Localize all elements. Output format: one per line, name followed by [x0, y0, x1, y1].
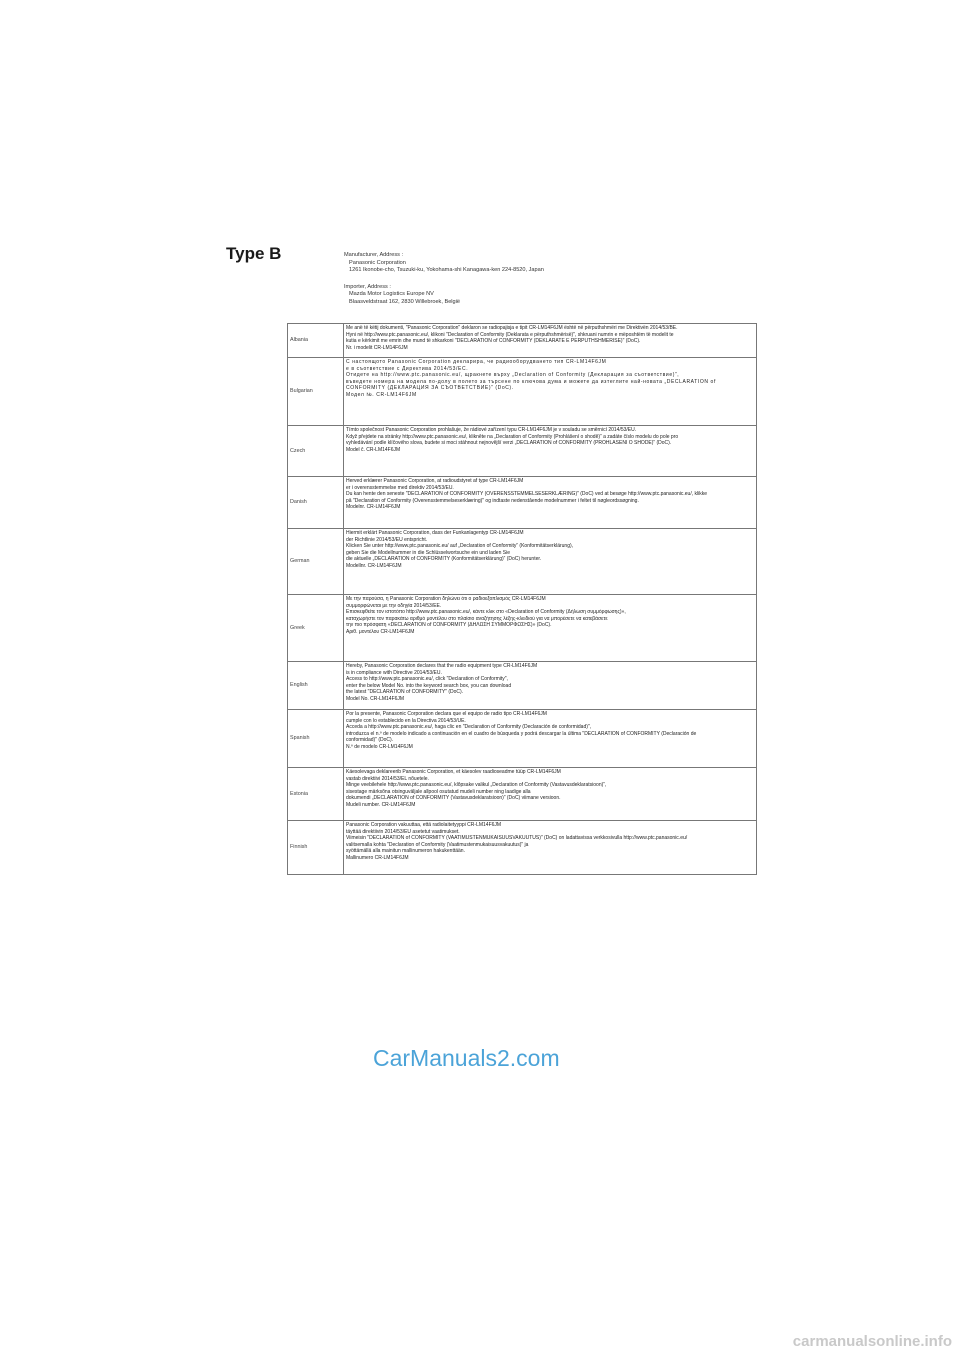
declaration-line: cumple con lo establecido en la Directiva 2014/53/UE. [346, 717, 466, 724]
declaration-line: Nr. i modelit CR-LM14F6JM [346, 344, 408, 351]
declaration-row [288, 768, 757, 821]
declaration-line: der Richtlinie 2014/53/EU entspricht. [346, 536, 428, 543]
declaration-line: καταχωρήστε τον παρακάτω αριθμό μοντέλου στο πλαίσιο αναζήτησης λέξης-κλειδιού για να μπορέσετε να κατεβάσετε [346, 615, 608, 622]
declaration-line: Herved erklærer Panasonic Corporation, at radioudstyret af type CR-LM14F6JM [346, 478, 524, 484]
declaration-line: въведете номера на модела по-долу в полето за търсене по ключова дума и можете да изтеглите най-новата „DECLARATION of CONFORMITY (ДЕКЛАРАЦИЯ ЗА СЪОТВЕТСТВИЕ)“ (DoC). [346, 378, 716, 392]
declaration-line: på "Declaration of Conformity (Overensstemmelseserklæring)" og indtaste nedenstående modelnummer i feltet til nøgleordssøgning. [346, 497, 639, 504]
type-heading: Type B [226, 244, 282, 263]
declaration-line: Hiermit erklärt Panasonic Corporation, dass der Funkanlagentyp CR-LM14F6JM [346, 530, 524, 536]
contact-info [344, 252, 764, 316]
declaration-line: Modelnr. CR-LM14F6JM [346, 504, 401, 511]
row-declaration-text [344, 662, 757, 710]
importer-address: Blaasveldstraat 162, 2830 Willebroek, België [349, 298, 461, 305]
declaration-line: συμμορφώνεται με την οδηγία 2014/53/ΕΕ. [346, 602, 442, 609]
declaration-line: sisestage märksõna otsinguväljale allpool osutatud mudeli number ning laadige alla [346, 788, 531, 795]
row-language: English [288, 662, 344, 710]
row-declaration-text [344, 477, 757, 529]
declaration-line: Tímto společnost Panasonic Corporation prohlašuje, že rádiové zařízení typu CR-LM14F6JM je v souladu se směrnicí 2014/53/EU. [346, 427, 637, 433]
declaration-line: enter the below Model No. into the keyword search box, you can download [346, 682, 512, 689]
declaration-line: Model No. CR-LM14F6JM [346, 695, 405, 702]
declaration-line: Minge veebilehele http://www.ptc.panasonic.eu/, klõpsake valikul „Declaration of Conformity (Vastavusdeklaratsioon)“, [346, 782, 607, 789]
declaration-line: täyttää direktiivin 2014/53/EU asetetut vaatimukset. [346, 828, 460, 835]
declaration-line: Model č. CR-LM14F6JM [346, 446, 401, 453]
declaration-line: την πιο πρόσφατη «DECLARATION of CONFORMITY (ΔΗΛΩΣΗ ΣΥΜΜΟΡΦΩΣΗΣ)» (DoC). [346, 622, 552, 629]
row-declaration-text [344, 426, 757, 477]
declaration-line: vyhledávání podle klíčového slova, budete si moci stáhnout nejnovější verzi „DECLARATION of CONFORMITY (PROHLÁŠENÍ O SHODĚ)“ (DoC). [346, 440, 672, 447]
declaration-line: Käesolevaga deklareerib Panasonic Corporation, et käesolev raadioseadme tüüp CR-LM14F6JM [346, 769, 561, 775]
declaration-line: Acceda a http://www.ptc.panasonic.eu/, haga clic en "Declaration of Conformity (Declaración de conformidad)", [346, 724, 592, 731]
declaration-line: Me anë të këtij dokumenti, "Panasonic Corporation" deklaron se radiopajisja e tipit CR-LM14F6JM është në përputhshmëri me Direktivën 2014/53/BE. [346, 325, 678, 331]
row-language: Finnish [288, 821, 344, 875]
row-language: Greek [288, 595, 344, 662]
watermark-carmanuals2: CarManuals2.com [373, 1045, 560, 1071]
declaration-row [288, 477, 757, 529]
declaration-line: Mudeli number. CR-LM14F6JM [346, 801, 416, 808]
manufacturer-label: Manufacturer, Address : [344, 252, 404, 258]
declaration-row [288, 662, 757, 710]
declaration-row [288, 821, 757, 875]
declaration-line: Με την παρούσα, η Panasonic Corporation δηλώνει ότι ο ραδιοεξοπλισμός CR-LM14F6JM [346, 596, 546, 602]
declaration-line: Por la presente, Panasonic Corporation declara que el equipo de radio tipo CR-LM14F6JM [346, 711, 547, 717]
declaration-line: е в съответствие с Директива 2014/53/ЕС. [346, 365, 469, 372]
importer-label: Importer, Address : [344, 283, 391, 290]
row-language: Albania [288, 324, 344, 358]
manufacturer-address: 1261 Ikonobe-cho, Tsuzuki-ku, Yokohama-shi Kanagawa-ken 224-8520, Japan [349, 267, 544, 274]
declaration-line: Když přejdete na stránky http://www.ptc.panasonic.eu/, klikněte na „Declaration of Conformity (Prohlášení o shodě)“ a zadáte číslo modelu do pole pro [346, 433, 679, 440]
importer-block [344, 284, 764, 307]
importer-name: Mazda Motor Logistics Europe NV [349, 291, 434, 298]
declaration-line: Αριθ. μοντέλου CR-LM14F6JM [346, 628, 415, 635]
row-declaration-text [344, 821, 757, 875]
declaration-line: introduzca el n.º de modelo indicado a continuación en el cuadro de búsqueda y podrá descargar la última "DECLARATION of CONFORMITY (Declaración de [346, 730, 697, 737]
declaration-line: Panasonic Corporation vakuuttaa, että radiolaitetyyppi CR-LM14F6JM [346, 822, 502, 828]
row-declaration-text [344, 324, 757, 358]
declaration-line: Hereby, Panasonic Corporation declares that the radio equipment type CR-LM14F6JM [346, 663, 538, 669]
row-language: Czech [288, 426, 344, 477]
declaration-line: Επισκεφθείτε τον ιστοτόπο http://www.ptc.panasonic.eu/, κάντε κλικ στο «Declaration of Conformity (Δήλωση συμμόρφωσης)», [346, 609, 626, 616]
row-declaration-text [344, 529, 757, 595]
declaration-table [287, 323, 757, 875]
declaration-line: N.º de modelo CR-LM14F6JM [346, 743, 413, 750]
row-language: Estonia [288, 768, 344, 821]
declaration-line: Hyni në http://www.ptc.panasonic.eu/, klikoni "Declaration of Conformity (Deklarata e përputhshmërisë)", shkruani numrin e mëposhtëm të modelit te [346, 331, 674, 338]
declaration-line: Отидете на http://www.ptc.panasonic.eu/, щракнете върху „Declaration of Conformity (Декларация за съответствие)“, [346, 372, 680, 379]
declaration-line: Du kan hente den seneste "DECLARATION of CONFORMITY (OVERENSSTEMMELSESERKLÆRING)" (DoC) ved at besøge http://www.ptc.panasonic.eu/, klikke [346, 491, 707, 498]
declaration-row [288, 324, 757, 358]
declaration-line: Модел №. CR-LM14F6JM [346, 391, 417, 398]
declaration-row [288, 358, 757, 426]
declaration-line: valitsemalla kohta "Declaration of Conformity (Vaatimustenmukaisuusvakuutus)" ja [346, 841, 529, 848]
declaration-row [288, 529, 757, 595]
row-language: Bulgarian [288, 358, 344, 426]
declaration-row [288, 426, 757, 477]
row-language: German [288, 529, 344, 595]
declaration-line: vastab direktiivi 2014/53/EL nõuetele. [346, 775, 429, 782]
row-declaration-text [344, 710, 757, 768]
row-declaration-text [344, 358, 757, 426]
declaration-line: die aktuelle „DECLARATION of CONFORMITY (Konformitätserklärung)“ (DoC) herunter. [346, 556, 542, 563]
manufacturer-block [344, 252, 764, 275]
declaration-line: the latest "DECLARATION of CONFORMITY" (DoC). [346, 689, 464, 696]
declaration-line: Mallinumero CR-LM14F6JM [346, 854, 409, 861]
declaration-line: geben Sie die Modellnummer in die Schlüsselwortsuche ein und laden Sie [346, 549, 510, 556]
declaration-line: Viimeisin "DECLARATION of CONFORMITY (VAATIMUSTENMUKAISUUSVAKUUTUS)" (DoC) on ladattavissa verkkosivulla http://www.ptc.panasonic.eu/ [346, 835, 688, 842]
declaration-row [288, 595, 757, 662]
declaration-line: er i overensstemmelse med direktiv 2014/53/EU. [346, 484, 454, 491]
row-language: Danish [288, 477, 344, 529]
declaration-line: Klicken Sie unter http://www.ptc.panasonic.eu/ auf „Declaration of Conformity“ (Konformitätserklärung), [346, 543, 574, 550]
declaration-line: kutia e kërkimit me emrin dhe mund të shkarkoni "DECLARATION of CONFORMITY (DEKLARATË E PËRPUTHSHMËRISË)" (DoC). [346, 338, 641, 345]
declaration-line: Access to http://www.ptc.panasonic.eu/, click "Declaration of Conformity", [346, 676, 508, 683]
declaration-line: syöttämällä alla mainitun mallinumeron hakukenttään. [346, 848, 465, 855]
declaration-line: is in compliance with Directive 2014/53/EU. [346, 669, 442, 676]
declaration-line: С настоящото Panasonic Corporation декларира, че радиооборудването тип CR-LM14F6JM [346, 359, 607, 365]
row-declaration-text [344, 595, 757, 662]
row-declaration-text [344, 768, 757, 821]
declaration-line: dokumendi „DECLARATION of CONFORMITY (Vastavusdeklaratsioon)“ (DoC) viimane versioon. [346, 795, 561, 802]
watermark-carmanualsonline: carmanualsonline.info [792, 1333, 952, 1350]
row-language: Spanish [288, 710, 344, 768]
manufacturer-name: Panasonic Corporation [349, 259, 406, 266]
declaration-line: Modellnr. CR-LM14F6JM [346, 562, 402, 569]
declaration-line: conformidad)" (DoC). [346, 737, 394, 744]
declaration-row [288, 710, 757, 768]
